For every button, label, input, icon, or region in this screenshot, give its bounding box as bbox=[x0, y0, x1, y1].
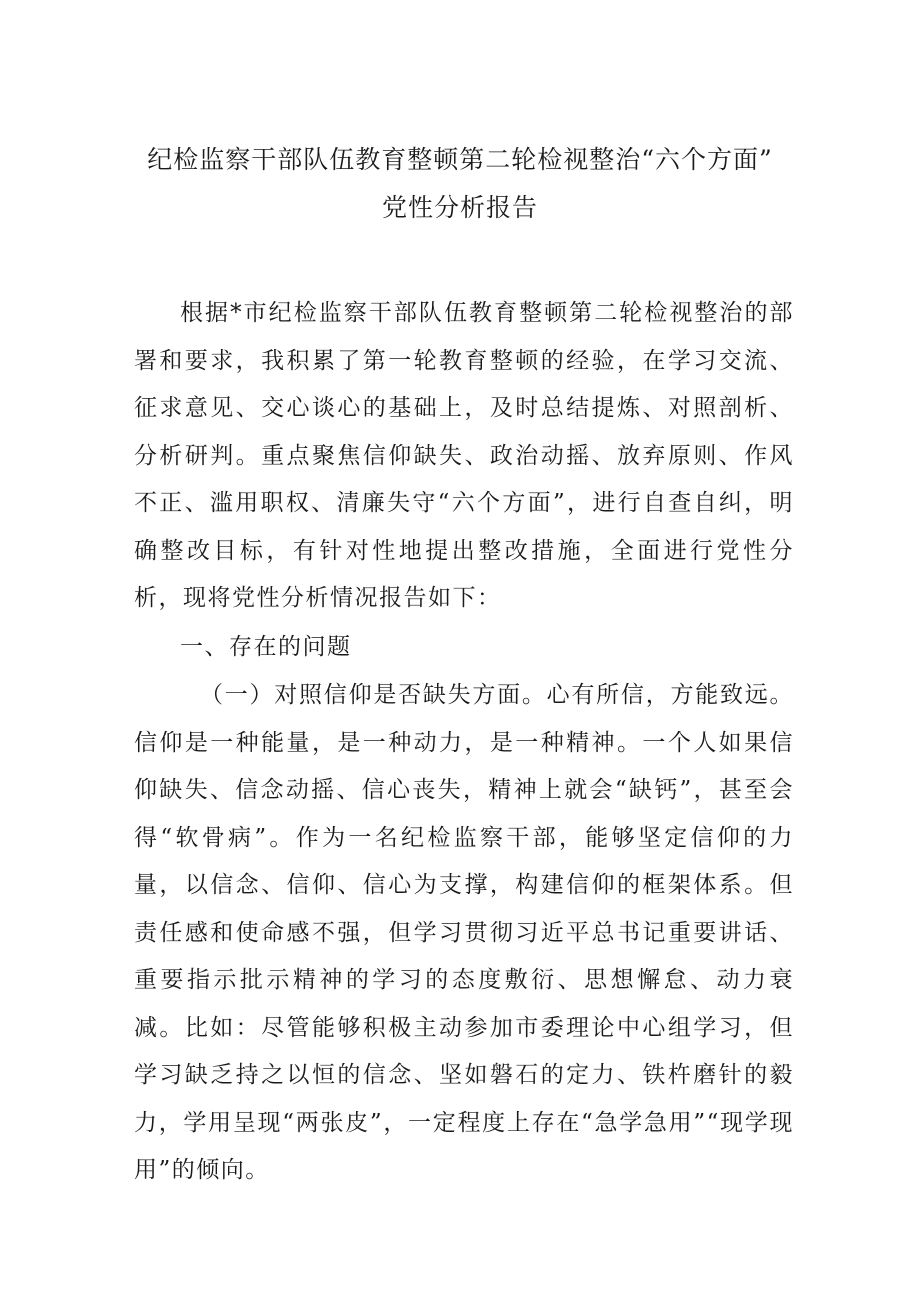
intro-paragraph: 根据*市纪检监察干部队伍教育整顿第二轮检视整治的部署和要求，我积累了第一轮教育整顿的经验，在学习交流、征求意见、交心谈心的基础上，及时总结提炼、对照剖析、分析研判。重点聚焦信仰缺失、政治动摇、放弃原则、作风不正、滥用职权、清廉失守“六个方面”，进行自查自纠，明确整改目标，有针对性地提出整改措施，全面进行党性分析，现将党性分析情况报告如下： bbox=[134, 300, 794, 611]
document-title-line1: 纪检监察干部队伍教育整顿第二轮检视整治“六个方面” bbox=[147, 145, 773, 174]
section-one-paragraph: （一）对照信仰是否缺失方面。心有所信，方能致远。信仰是一种能量，是一种动力，是一种精神。一个人如果信仰缺失、信念动摇、信心丧失，精神上就会“缺钙”，甚至会得“软骨病”。作为一名纪检监察干部，能够坚定信仰的力量，以信念、信仰、信心为支撑，构建信仰的框架体系。但责任感和使命感不强，但学习贯彻习近平总书记重要讲话、重要指示批示精神的学习的态度敷衍、思想懈怠、动力衰减。比如：尽管能够积极主动参加市委理论中心组学习，但学习缺乏持之以恒的信念、坚如磐石的定力、铁杵磨针的毅力，学用呈现“两张皮”，一定程度上存在“急学急用”“现学现用”的倾向。 bbox=[134, 682, 794, 1183]
document-title-line2: 党性分析报告 bbox=[381, 193, 538, 222]
section-heading-problems: 一、存在的问题 bbox=[180, 634, 352, 660]
